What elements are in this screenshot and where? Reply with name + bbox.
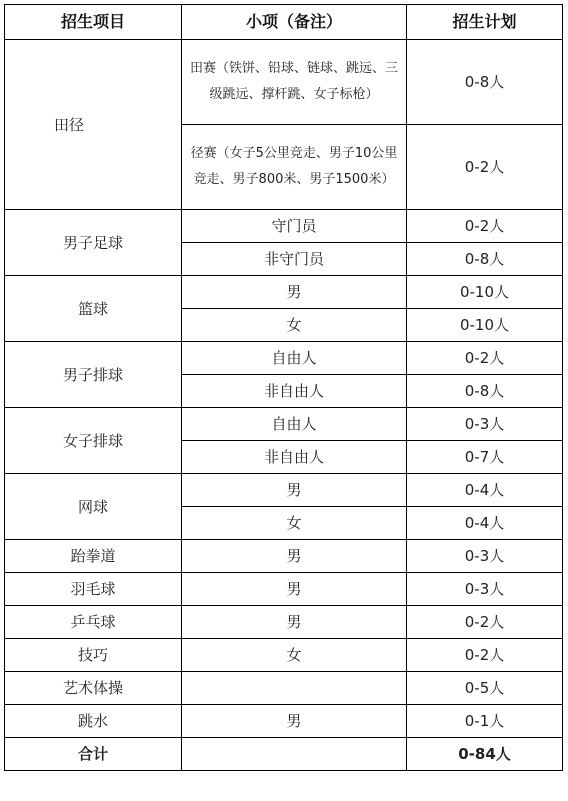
sub-item-cell: 非自由人 <box>182 441 407 474</box>
total-sub-item <box>182 738 407 771</box>
project-cell: 跆拳道 <box>5 540 182 573</box>
table-row <box>5 705 563 738</box>
plan-cell: 0-2人 <box>407 639 563 672</box>
sub-item-cell: 自由人 <box>182 342 407 375</box>
table-row <box>5 540 563 573</box>
table-row <box>5 573 563 606</box>
sub-item-cell: 男 <box>182 540 407 573</box>
plan-cell: 0-3人 <box>407 573 563 606</box>
plan-cell: 0-1人 <box>407 705 563 738</box>
table-row <box>5 276 563 309</box>
sub-item-cell: 女 <box>182 309 407 342</box>
project-cell: 网球 <box>5 474 182 540</box>
project-cell: 男子足球 <box>5 210 182 276</box>
header-row <box>5 5 563 40</box>
sub-item-cell: 男 <box>182 474 407 507</box>
project-cell: 女子排球 <box>5 408 182 474</box>
plan-cell: 0-8人 <box>407 243 563 276</box>
header-sub-item: 小项（备注） <box>182 5 407 40</box>
table-row <box>5 639 563 672</box>
project-cell: 乒乓球 <box>5 606 182 639</box>
plan-cell: 0-8人 <box>407 375 563 408</box>
sub-item-cell: 径赛（女子5公里竞走、男子10公里竞走、男子800米、男子1500米） <box>182 125 407 210</box>
sub-item-cell: 非自由人 <box>182 375 407 408</box>
plan-cell: 0-10人 <box>407 309 563 342</box>
sub-item-cell: 守门员 <box>182 210 407 243</box>
table-row <box>5 40 563 125</box>
total-row <box>5 738 563 771</box>
sub-item-cell: 男 <box>182 573 407 606</box>
project-label: 田径 <box>53 115 84 134</box>
project-cell <box>5 40 182 210</box>
sub-item-cell <box>182 672 407 705</box>
sub-item-cell: 田赛（铁饼、铅球、链球、跳远、三级跳远、撑杆跳、女子标枪） <box>182 40 407 125</box>
plan-cell: 0-8人 <box>407 40 563 125</box>
plan-cell: 0-10人 <box>407 276 563 309</box>
table-row <box>5 408 563 441</box>
table-row <box>5 606 563 639</box>
plan-cell: 0-2人 <box>407 606 563 639</box>
header-project: 招生项目 <box>5 5 182 40</box>
plan-cell: 0-5人 <box>407 672 563 705</box>
project-cell: 男子排球 <box>5 342 182 408</box>
sub-item-cell: 自由人 <box>182 408 407 441</box>
header-plan: 招生计划 <box>407 5 563 40</box>
plan-cell: 0-2人 <box>407 210 563 243</box>
plan-cell: 0-4人 <box>407 507 563 540</box>
table-row <box>5 342 563 375</box>
total-label: 合计 <box>5 738 182 771</box>
recruitment-plan-table <box>4 4 563 771</box>
project-cell: 篮球 <box>5 276 182 342</box>
project-cell: 艺术体操 <box>5 672 182 705</box>
plan-cell: 0-2人 <box>407 342 563 375</box>
sub-item-cell: 男 <box>182 705 407 738</box>
plan-cell: 0-4人 <box>407 474 563 507</box>
sub-item-cell: 女 <box>182 639 407 672</box>
plan-cell: 0-3人 <box>407 408 563 441</box>
sub-item-cell: 男 <box>182 606 407 639</box>
plan-cell: 0-2人 <box>407 125 563 210</box>
sub-item-cell: 男 <box>182 276 407 309</box>
total-plan: 0-84人 <box>407 738 563 771</box>
project-cell: 技巧 <box>5 639 182 672</box>
sub-item-cell: 女 <box>182 507 407 540</box>
project-cell: 羽毛球 <box>5 573 182 606</box>
table-row <box>5 474 563 507</box>
plan-cell: 0-3人 <box>407 540 563 573</box>
plan-cell: 0-7人 <box>407 441 563 474</box>
table-row <box>5 210 563 243</box>
sub-item-cell: 非守门员 <box>182 243 407 276</box>
project-cell: 跳水 <box>5 705 182 738</box>
table-row <box>5 672 563 705</box>
